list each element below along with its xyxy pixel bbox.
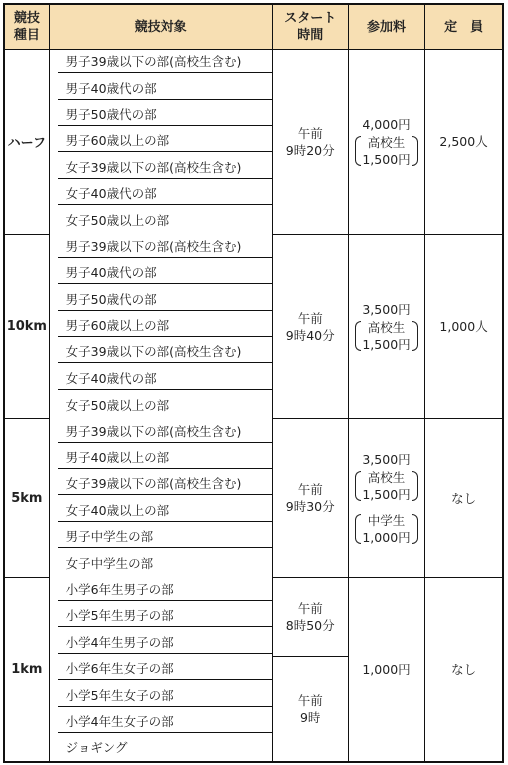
header-start-time bbox=[272, 4, 348, 50]
category-cell bbox=[49, 155, 272, 181]
event-type-cell: ハーフ bbox=[4, 50, 49, 235]
header-event-type-line1: 競技 bbox=[13, 11, 40, 26]
fee-amount: 3,500円 bbox=[362, 301, 411, 317]
category-cell bbox=[49, 683, 272, 709]
category-cell bbox=[49, 234, 272, 260]
start-time-line2: 9時 bbox=[299, 710, 321, 726]
category-cell bbox=[49, 261, 272, 287]
fee-student-label: 高校生 bbox=[367, 319, 406, 335]
category-label: 男子60歳以上の部 bbox=[58, 131, 272, 152]
fee-amount: 4,000円 bbox=[362, 116, 411, 132]
category-label: 小学6年生男子の部 bbox=[58, 580, 272, 601]
start-time-line2: 9時30分 bbox=[285, 499, 335, 515]
start-time-line2: 9時20分 bbox=[285, 142, 335, 158]
category-label: 小学5年生女子の部 bbox=[58, 686, 272, 707]
category-label: 男子39歳以下の部(高校生含む) bbox=[58, 52, 272, 73]
race-entry-table bbox=[3, 3, 504, 763]
start-time-line1: 午前 bbox=[297, 693, 323, 709]
fee-junior-note bbox=[355, 512, 417, 546]
start-time-line2: 8時50分 bbox=[285, 617, 335, 633]
fee-student-label: 高校生 bbox=[367, 469, 406, 485]
category-cell bbox=[49, 287, 272, 313]
category-label: 女子中学生の部 bbox=[65, 556, 154, 572]
category-label: 女子40歳以上の部 bbox=[58, 501, 272, 522]
category-cell bbox=[49, 525, 272, 551]
event-type-cell: 1km bbox=[4, 577, 49, 762]
fee-junior-amount: 1,000円 bbox=[362, 529, 411, 545]
fee-junior-label: 中学生 bbox=[367, 512, 406, 528]
category-label: 男子中学生の部 bbox=[58, 527, 272, 548]
event-type-cell: 10km bbox=[4, 234, 49, 419]
category-cell bbox=[49, 50, 272, 76]
category-cell bbox=[49, 604, 272, 630]
category-label: 小学5年生男子の部 bbox=[58, 606, 272, 627]
category-cell bbox=[49, 736, 272, 762]
header-start-line1: スタート bbox=[284, 11, 337, 26]
fee-student-amount: 1,500円 bbox=[362, 486, 411, 502]
header-row bbox=[4, 4, 503, 50]
category-label: 女子40歳代の部 bbox=[58, 184, 272, 205]
category-label: 男子60歳以上の部 bbox=[58, 316, 272, 337]
category-cell bbox=[49, 76, 272, 102]
category-cell bbox=[49, 551, 272, 577]
category-cell bbox=[49, 340, 272, 366]
fee-gap bbox=[349, 503, 424, 511]
start-time-cell bbox=[272, 50, 348, 235]
table-row bbox=[4, 577, 503, 603]
category-label: 女子50歳以上の部 bbox=[65, 213, 170, 229]
category-label: 女子40歳代の部 bbox=[58, 369, 272, 390]
category-cell bbox=[49, 366, 272, 392]
fee-cell bbox=[348, 234, 424, 419]
category-cell bbox=[49, 472, 272, 498]
category-cell bbox=[49, 393, 272, 419]
category-cell bbox=[49, 630, 272, 656]
header-category: 競技対象 bbox=[49, 4, 272, 50]
header-start-line2: 時間 bbox=[297, 28, 324, 43]
start-time-cell bbox=[272, 656, 348, 762]
header-fee: 参加料 bbox=[348, 4, 424, 50]
category-cell bbox=[49, 498, 272, 524]
category-label: 女子39歳以下の部(高校生含む) bbox=[58, 474, 272, 495]
category-cell bbox=[49, 181, 272, 207]
category-label: 男子39歳以下の部(高校生含む) bbox=[58, 237, 272, 258]
category-cell bbox=[49, 313, 272, 339]
category-label: 男子40歳代の部 bbox=[58, 263, 272, 284]
table-row bbox=[4, 50, 503, 76]
fee-student-note bbox=[355, 469, 417, 503]
category-cell bbox=[49, 445, 272, 471]
category-cell bbox=[49, 208, 272, 234]
start-time-cell bbox=[272, 577, 348, 656]
fee-amount: 3,500円 bbox=[362, 451, 411, 467]
category-label: 小学6年生女子の部 bbox=[58, 659, 272, 680]
fee-cell bbox=[348, 577, 424, 762]
category-label: 女子50歳以上の部 bbox=[65, 397, 170, 413]
header-event-type bbox=[4, 4, 49, 50]
fee-cell bbox=[348, 50, 424, 235]
start-time-line1: 午前 bbox=[297, 125, 323, 141]
fee-cell bbox=[348, 419, 424, 577]
category-cell bbox=[49, 577, 272, 603]
fee-student-note bbox=[355, 319, 417, 353]
start-time-cell bbox=[272, 234, 348, 419]
start-time-line1: 午前 bbox=[297, 600, 323, 616]
category-label: ジョギング bbox=[65, 740, 128, 756]
capacity-cell: なし bbox=[425, 419, 503, 577]
event-type-cell: 5km bbox=[4, 419, 49, 577]
category-cell bbox=[49, 656, 272, 682]
category-label: 小学4年生男子の部 bbox=[58, 633, 272, 654]
start-time-line1: 午前 bbox=[297, 482, 323, 498]
fee-student-amount: 1,500円 bbox=[362, 151, 411, 167]
header-capacity: 定 員 bbox=[425, 4, 503, 50]
capacity-cell: なし bbox=[425, 577, 503, 762]
category-label: 女子39歳以下の部(高校生含む) bbox=[58, 158, 272, 179]
table-body bbox=[4, 50, 503, 763]
category-label: 女子39歳以下の部(高校生含む) bbox=[58, 342, 272, 363]
category-cell bbox=[49, 102, 272, 128]
fee-student-note bbox=[355, 134, 417, 168]
capacity-cell: 1,000人 bbox=[425, 234, 503, 419]
category-label: 男子40歳以上の部 bbox=[58, 448, 272, 469]
category-label: 男子50歳代の部 bbox=[58, 105, 272, 126]
category-label: 男子50歳代の部 bbox=[58, 290, 272, 311]
fee-student-amount: 1,500円 bbox=[362, 336, 411, 352]
table-row bbox=[4, 419, 503, 445]
category-label: 男子39歳以下の部(高校生含む) bbox=[58, 422, 272, 443]
start-time-line2: 9時40分 bbox=[285, 327, 335, 343]
start-time-cell bbox=[272, 419, 348, 577]
category-cell bbox=[49, 709, 272, 735]
category-cell bbox=[49, 419, 272, 445]
fee-student-label: 高校生 bbox=[367, 134, 406, 150]
category-cell bbox=[49, 129, 272, 155]
header-event-type-line2: 種目 bbox=[13, 28, 40, 43]
start-time-line1: 午前 bbox=[297, 310, 323, 326]
fee-amount: 1,000円 bbox=[362, 661, 411, 677]
table-row bbox=[4, 234, 503, 260]
category-label: 小学4年生女子の部 bbox=[58, 712, 272, 733]
capacity-cell: 2,500人 bbox=[425, 50, 503, 235]
category-label: 男子40歳代の部 bbox=[58, 79, 272, 100]
